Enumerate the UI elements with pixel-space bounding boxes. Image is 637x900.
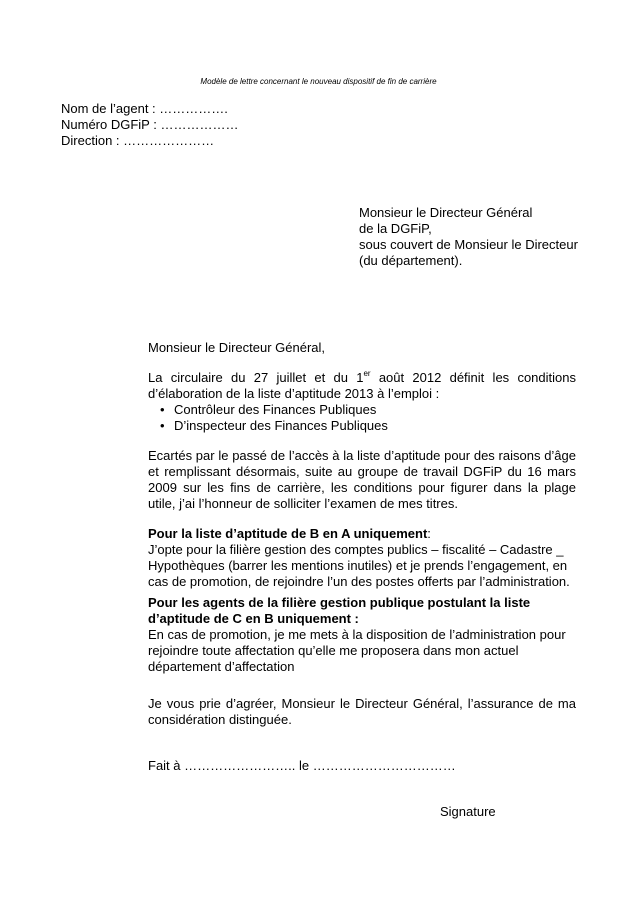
section-b-en-a-line-2: Hypothèques (barrer les mentions inutiles) et je prends l’engagement, en [148,558,568,573]
section-c-en-b [148,595,576,675]
section-b-en-a [148,526,576,590]
letter-body [148,340,576,774]
section-c-en-b-heading-2: d’aptitude de C en B uniquement : [148,611,359,626]
circulaire-text-post: août 2012 définit les conditions [370,370,576,385]
circulaire-line-2: d’élaboration de la liste d’aptitude 2013 à l’emploi : [148,386,440,401]
section-b-en-a-line-3: cas de promotion, de rejoindre l’un des postes offerts par l’administration. [148,574,570,589]
recipient-line-4: (du département). [359,253,463,268]
circulaire-sup: er [363,368,371,378]
header-note: Modèle de lettre concernant le nouveau dispositif de fin de carrière [200,77,437,86]
closing-formula: Je vous prie d’agréer, Monsieur le Directeur Général, l’assurance de ma considération distinguée. [148,696,576,727]
section-c-en-b-line-3: département d’affectation [148,659,295,674]
section-c-en-b-line-1: En cas de promotion, je me mets à la disposition de l’administration pour [148,627,566,642]
bullet-list [148,402,576,434]
section-b-en-a-line-1: J’opte pour la filière gestion des comptes publics – fiscalité – Cadastre _ [148,542,564,557]
recipient-line-1: Monsieur le Directeur Général [359,205,533,220]
paragraph-ecartes: Ecartés par le passé de l’accès à la liste d’aptitude pour des raisons d’âge et remplissant désormais, suite au groupe de travail DGFiP du 16 mars 2009 sur les fins de carrière, les conditions pour figurer dans la plage utile, j’ai l’honneur de solliciter l’examen de mes titres. [148,448,576,511]
recipient-line-2: de la DGFiP, [359,221,432,236]
place-date-line: Fait à …………………….. le …………………………… [148,758,456,773]
section-b-en-a-colon: : [427,526,431,541]
agent-name-line: Nom de l’agent : ……………. [61,101,228,116]
direction-line: Direction : ………………… [61,133,215,148]
salutation: Monsieur le Directeur Général, [148,340,326,355]
section-c-en-b-heading-1: Pour les agents de la filière gestion publique postulant la liste [148,595,531,610]
paragraph-circulaire [148,370,576,402]
section-b-en-a-heading: Pour la liste d’aptitude de B en A uniquement [148,526,428,541]
bullet-item: • D’inspecteur des Finances Publiques [160,418,576,434]
recipient-block [359,205,578,269]
bullet-item: • Contrôleur des Finances Publiques [160,402,576,418]
section-c-en-b-line-2: rejoindre toute affectation qu’elle me proposera dans mon actuel [148,643,519,658]
signature-label: Signature [440,804,496,819]
circulaire-text-pre: La circulaire du 27 juillet et du 1 [148,370,364,385]
circulaire-line-1 [148,370,576,386]
dgfip-number-line: Numéro DGFiP : ……………… [61,117,239,132]
section-b-en-a-heading-line [148,526,576,542]
sender-block [61,101,238,149]
recipient-line-3: sous couvert de Monsieur le Directeur [359,237,578,252]
